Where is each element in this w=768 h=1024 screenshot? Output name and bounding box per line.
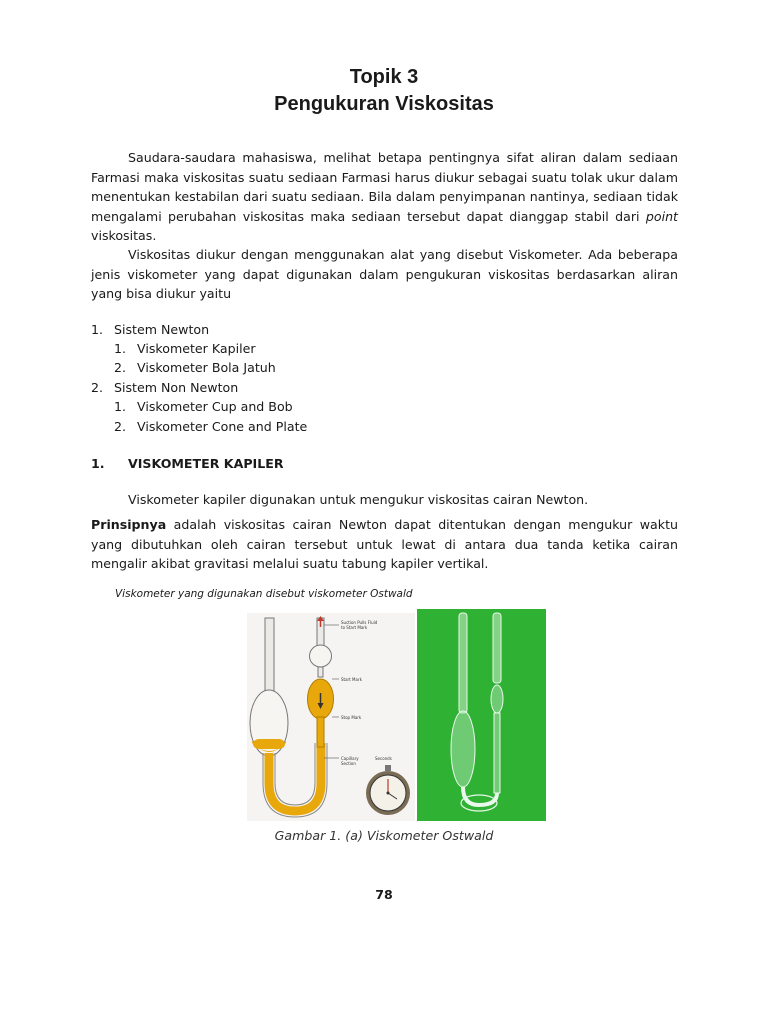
- page-title: Pengukuran Viskositas: [274, 93, 494, 115]
- principle-paragraph: Prinsipnya adalah viskositas cairan Newton dapat ditentukan dengan mengukur waktu yang dibutuhkan oleh cairan tersebut untuk lewat di antara dua tanda ketika cairan mengalir akibat gravitasi melalui suatu tabung kapiler vertikal.: [91, 517, 678, 571]
- list-subitem: 1. Viskometer Kapiler: [114, 341, 256, 356]
- ostwald-photo: [417, 609, 546, 821]
- glass-bulb: [451, 711, 475, 787]
- capillary-section: [317, 717, 324, 747]
- neck: [318, 667, 323, 677]
- label-seconds: Seconds: [375, 756, 392, 761]
- list-subitem: 2. Viskometer Bola Jatuh: [114, 360, 276, 375]
- photo-background: [417, 609, 546, 821]
- list-item: 2. Sistem Non Newton: [91, 380, 239, 395]
- reservoir-fluid-pool: [253, 739, 285, 749]
- stopwatch-center: [387, 792, 390, 795]
- figure-intro-caption: Viskometer yang digunakan disebut viskometer Ostwald: [115, 588, 413, 600]
- list-subitem: 1. Viskometer Cup and Bob: [114, 399, 293, 414]
- ostwald-diagram-svg: [247, 613, 415, 821]
- ostwald-diagram: [247, 613, 415, 821]
- glass-left-tube: [459, 613, 467, 713]
- glass-upper-bulb: [491, 685, 503, 713]
- label-capillary: Capillary: [341, 756, 359, 761]
- upper-bulb: [310, 645, 332, 667]
- label-stop-mark: Stop Mark: [341, 715, 362, 720]
- label-suction-2: to Start Mark: [341, 625, 368, 630]
- section-heading: 1. VISKOMETER KAPILER: [91, 456, 284, 471]
- viscometer-paragraph: Viskositas diukur dengan menggunakan alat yang disebut Viskometer. Ada beberapa jenis viskometer yang dapat digunakan dalam pengukuran viskositas berdasarkan aliran yang bisa diukur yaitu: [91, 247, 678, 301]
- glass-right-tube: [493, 613, 501, 683]
- left-tube: [265, 618, 274, 698]
- topic-number: Topik 3: [349, 66, 419, 88]
- u-bend-inner: [275, 743, 315, 805]
- section-paragraph: Viskometer kapiler digunakan untuk mengukur viskositas cairan Newton.: [128, 492, 589, 507]
- ostwald-photo-svg: [417, 609, 546, 821]
- list-item: 1. Sistem Newton: [91, 322, 210, 337]
- label-start-mark: Start Mark: [341, 677, 362, 682]
- stopwatch-crown: [385, 765, 391, 771]
- label-suction: Suction Pulls Fluid: [341, 620, 378, 625]
- page-number: 78: [375, 887, 393, 902]
- glass-capillary: [494, 713, 500, 793]
- label-capillary-2: Section: [341, 761, 356, 766]
- list-subitem: 2. Viskometer Cone and Plate: [114, 419, 308, 434]
- intro-paragraph: Saudara-saudara mahasiswa, melihat betapa pentingnya sifat aliran dalam sediaan Farmasi maka viskositas suatu sediaan Farmasi harus diukur sebagai suatu tolak ukur dalam menentukan kestabilan dari suatu sediaan. Bila dalam penyimpanan nantinya, sediaan tidak mengalami perubahan viskositas maka sediaan tersebut dapat dianggap stabil dari point viskositas.: [91, 150, 678, 243]
- figure-caption: Gambar 1. (a) Viskometer Ostwald: [274, 828, 494, 843]
